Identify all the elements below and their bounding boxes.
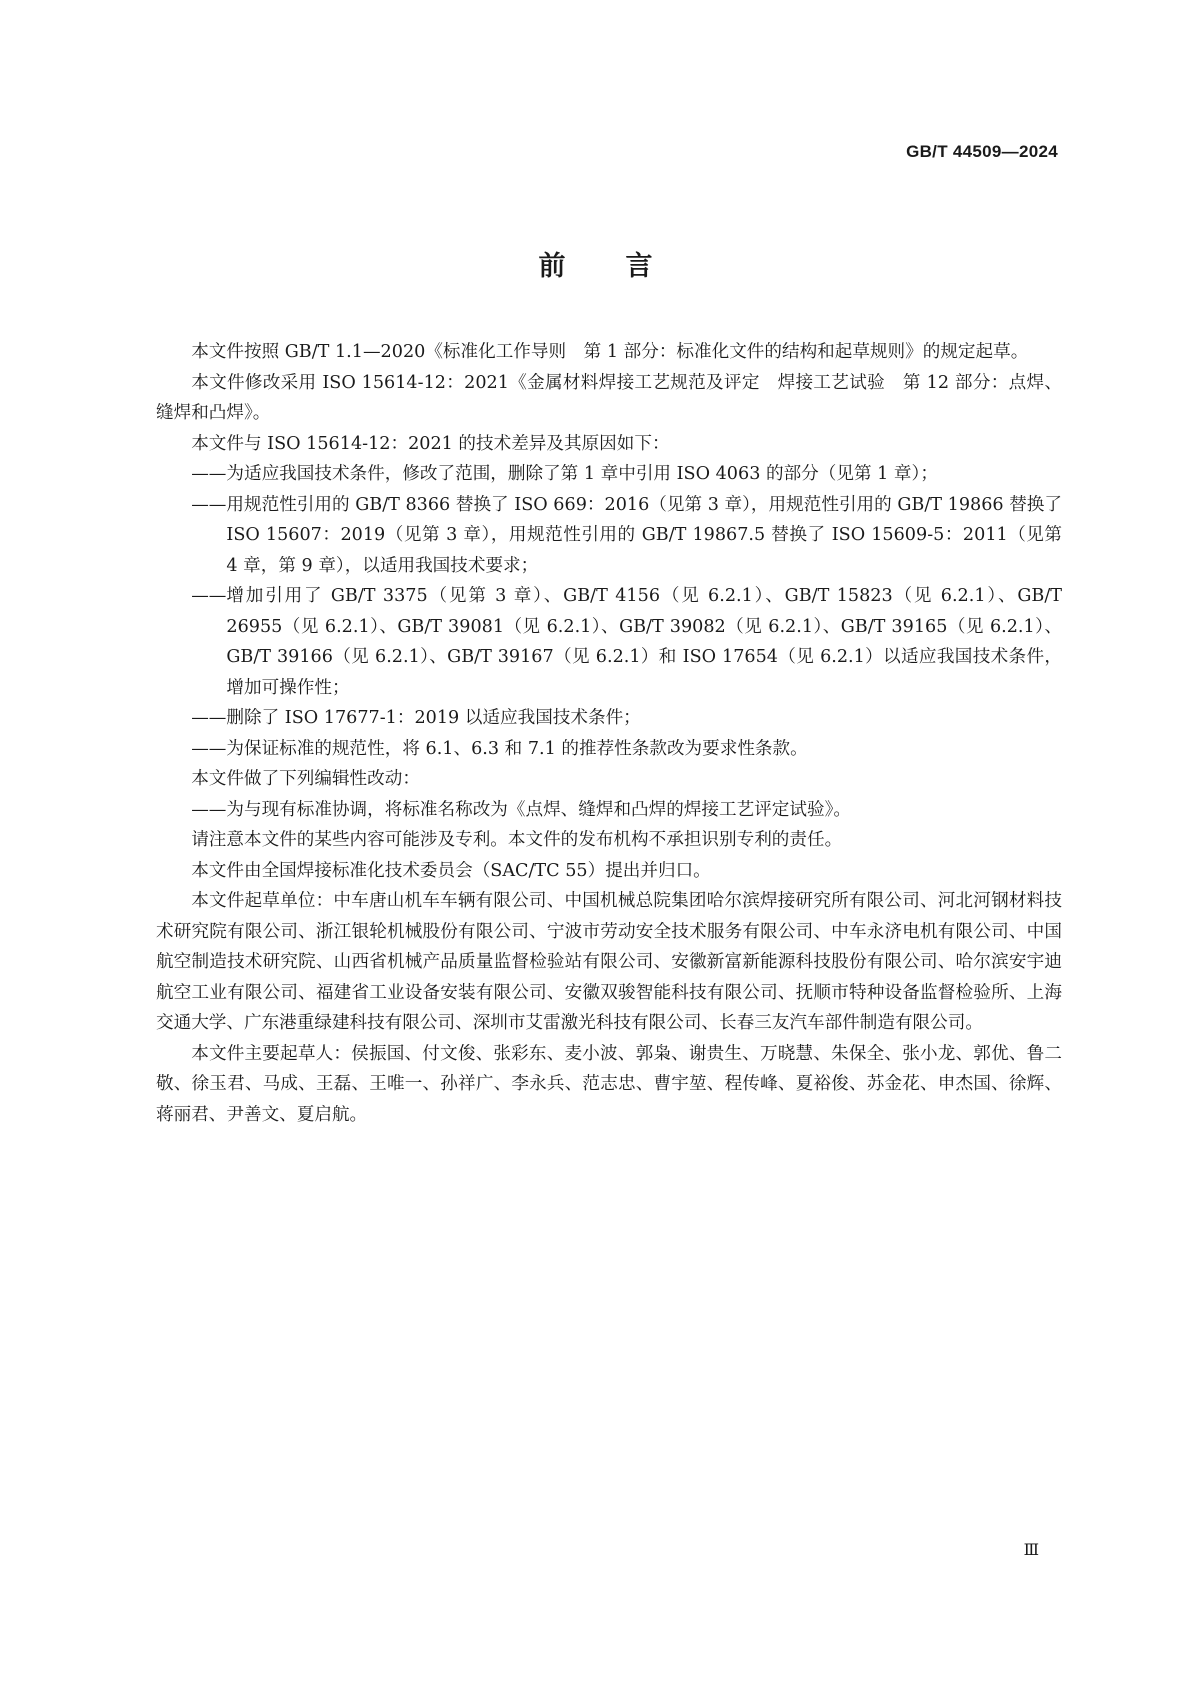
dash-marker: —— [191, 586, 227, 606]
dash-marker: —— [191, 708, 227, 728]
list-item [156, 795, 1062, 826]
list-item [156, 703, 1062, 734]
list-item-text: 用规范性引用的 GB/T 8366 替换了 ISO 669：2016（见第 3 章），用规范性引用的 GB/T 19866 替换了 ISO 15607：2019（见第 3 章），用规范性引用的 GB/T 19867.5 替换了 ISO 15609-5：2011（见第 4 章，第 9 章），以适用我国技术要求； [226, 494, 1062, 576]
dash-marker: —— [191, 464, 227, 484]
dash-marker: —— [191, 799, 227, 820]
page-title: 前言 [538, 251, 713, 282]
paragraph-drafters: 本文件主要起草人：侯振国、付文俊、张彩东、麦小波、郭枭、谢贵生、万晓慧、朱保全、张小龙、郭优、鲁二敬、徐玉君、马成、王磊、王唯一、孙祥广、李永兵、范志忠、曹宇堃、程传峰、夏裕俊、苏金花、申杰国、徐辉、蒋丽君、尹善文、夏启航。 [156, 1043, 1062, 1125]
list-item-text: 增加引用了 GB/T 3375（见第 3 章）、GB/T 4156（见 6.2.1）、GB/T 15823（见 6.2.1）、GB/T 26955（见 6.2.1）、GB/T 39081（见 6.2.1）、GB/T 39082（见 6.2.1）、GB/T 39165（见 6.2.1）、GB/T 39166（见 6.2.1）、GB/T 39167（见 6.2.1）和 ISO 17654（见 6.2.1）以适应我国技术条件，增加可操作性； [226, 586, 1062, 698]
list-item [156, 490, 1062, 582]
list-item-text: 为保证标准的规范性，将 6.1、6.3 和 7.1 的推荐性条款改为要求性条款。 [226, 738, 808, 759]
paragraph-editorial-changes: 本文件做了下列编辑性改动： [191, 769, 420, 789]
list-item-text: 为适应我国技术条件，修改了范围，删除了第 1 章中引用 ISO 4063 的部分（见第 1 章）； [226, 464, 938, 484]
list-item-text: 删除了 ISO 17677-1：2019 以适应我国技术条件； [226, 708, 641, 728]
list-item-text: 为与现有标准协调，将标准名称改为《点焊、缝焊和凸焊的焊接工艺评定试验》。 [226, 799, 851, 820]
paragraph-committee: 本文件由全国焊接标准化技术委员会（SAC/TC 55）提出并归口。 [191, 860, 711, 881]
list-item [156, 734, 1062, 765]
list-item [156, 581, 1062, 703]
paragraph-patent-notice: 请注意本文件的某些内容可能涉及专利。本文件的发布机构不承担识别专利的责任。 [191, 830, 843, 850]
paragraph-adoption: 本文件修改采用 ISO 15614-12：2021《金属材料焊接工艺规范及评定 焊接工艺试验 第 12 部分：点焊、缝焊和凸焊》。 [156, 372, 1062, 423]
paragraph-technical-differences: 本文件与 ISO 15614-12：2021 的技术差异及其原因如下： [191, 433, 670, 454]
dash-marker: —— [191, 738, 227, 759]
paragraph-drafting-rules: 本文件按照 GB/T 1.1—2020《标准化工作导则 第 1 部分：标准化文件的结构和起草规则》的规定起草。 [191, 342, 1029, 362]
paragraph-drafting-organizations: 本文件起草单位：中车唐山机车车辆有限公司、中国机械总院集团哈尔滨焊接研究所有限公司、河北河钢材料技术研究院有限公司、浙江银轮机械股份有限公司、宁波市劳动安全技术服务有限公司、中车永济电机有限公司、中国航空制造技术研究院、山西省机械产品质量监督检验站有限公司、安徽新富新能源科技股份有限公司、哈尔滨安宇迪航空工业有限公司、福建省工业设备安装有限公司、安徽双骏智能科技有限公司、抚顺市特种设备监督检验所、上海交通大学、广东港重绿建科技有限公司、深圳市艾雷激光科技有限公司、长春三友汽车部件制造有限公司。 [156, 891, 1062, 1033]
list-item [156, 459, 1062, 490]
preface-body [156, 337, 1062, 1130]
dash-marker: —— [191, 494, 227, 515]
standard-number: GB/T 44509—2024 [906, 142, 1058, 161]
page-number: Ⅲ [1023, 1542, 1039, 1559]
